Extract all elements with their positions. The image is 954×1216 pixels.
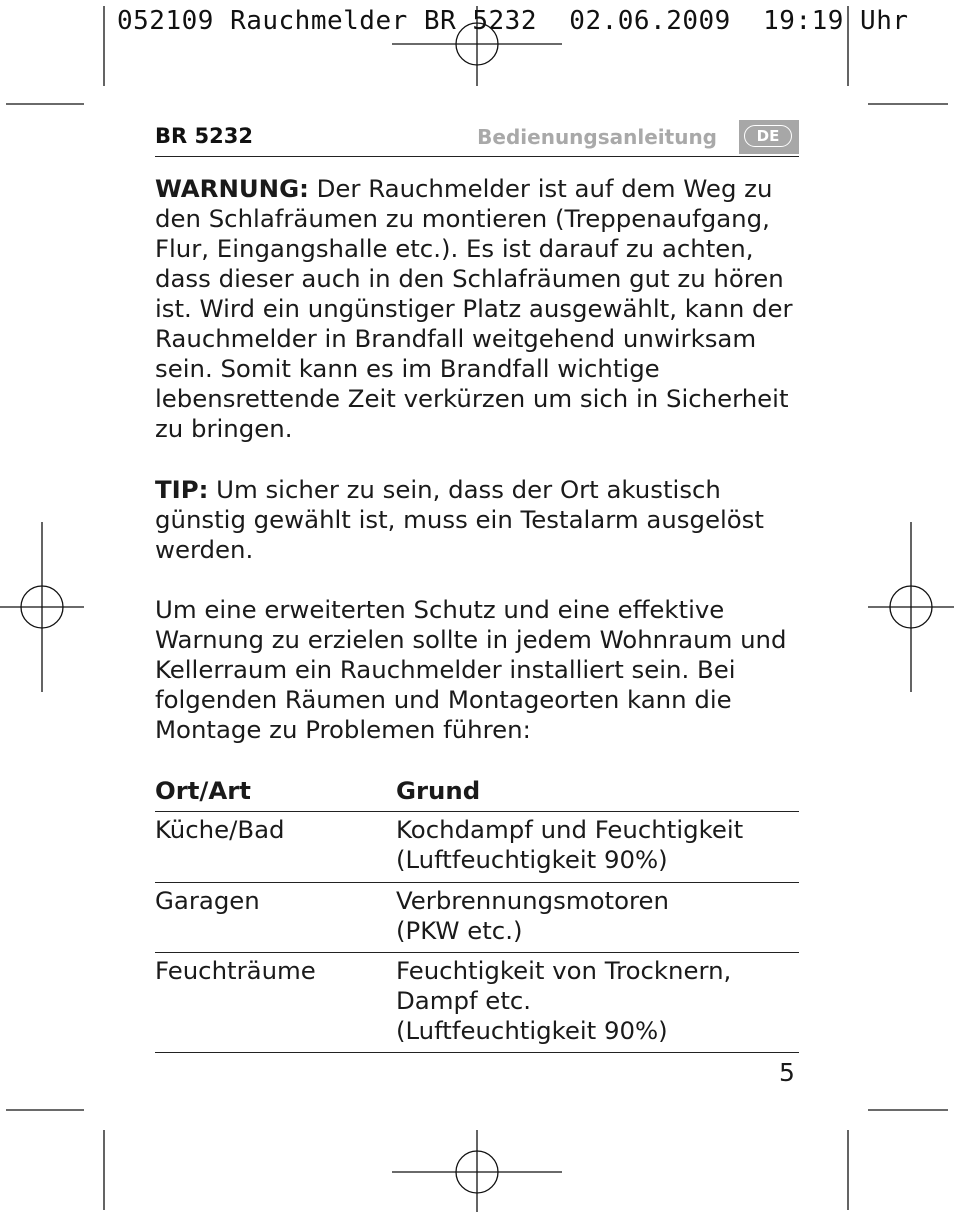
reason-line: (Luftfeuchtigkeit 90%) [396, 845, 668, 874]
model-number: BR 5232 [155, 124, 253, 148]
table-cell-reason [396, 956, 799, 1046]
warning-paragraph [155, 174, 815, 444]
table-cell-place: Feuchträume [155, 956, 316, 985]
document-type: Bedienungsanleitung [477, 125, 717, 149]
tip-label: TIP: [155, 475, 209, 504]
table-cell-reason [396, 815, 799, 875]
table-row [155, 812, 799, 883]
running-header [155, 120, 799, 157]
tip-paragraph [155, 475, 815, 565]
table-row [155, 883, 799, 953]
column-header-place: Ort/Art [155, 776, 251, 805]
column-header-reason: Grund [396, 776, 481, 805]
table-header-row [155, 773, 799, 812]
table-cell-place: Küche/Bad [155, 815, 285, 844]
reason-line: Dampf etc. [396, 986, 532, 1015]
table-row [155, 953, 799, 1053]
page-number: 5 [779, 1058, 795, 1087]
warning-text: Der Rauchmelder ist auf dem Weg zu den Schlafräumen zu montieren (Treppenaufgang, Flur, Eingangshalle etc.). Es ist darauf zu achten, dass dieser auch in den Schlafräumen gut zu hören ist. Wird ein ungünstiger Platz ausgewählt, kann der Rauchmelder in Brandfall weitgehend unwirksam sein. Somit kann es im Brandfall wichtige lebensrettende Zeit verkürzen um sich in Sicherheit zu bringen. [155, 174, 793, 443]
reason-line: Kochdampf und Feuchtigkeit [396, 815, 744, 844]
reason-line: (PKW etc.) [396, 916, 523, 945]
table-cell-place: Garagen [155, 886, 260, 915]
reason-line: Feuchtigkeit von Trocknern, [396, 956, 732, 985]
tip-text: Um sicher zu sein, dass der Ort akustisch günstig gewählt ist, muss ein Testalarm ausgelöst werden. [155, 475, 764, 564]
language-badge [739, 120, 799, 154]
warning-label: WARNUNG: [155, 174, 309, 203]
location-table [155, 773, 799, 1053]
language-code: DE [744, 125, 792, 147]
intro-paragraph: Um eine erweiterten Schutz und eine effektive Warnung zu erzielen sollte in jedem Wohnraum und Kellerraum ein Rauchmelder installiert sein. Bei folgenden Räumen und Montageorten kann die Montage zu Problemen führen: [155, 595, 787, 744]
table-cell-reason [396, 886, 799, 946]
reason-line: Verbrennungsmotoren [396, 886, 669, 915]
print-slug: 052109 Rauchmelder BR 5232 02.06.2009 19:19 Uhr [117, 6, 909, 36]
reason-line: (Luftfeuchtigkeit 90%) [396, 1016, 668, 1045]
